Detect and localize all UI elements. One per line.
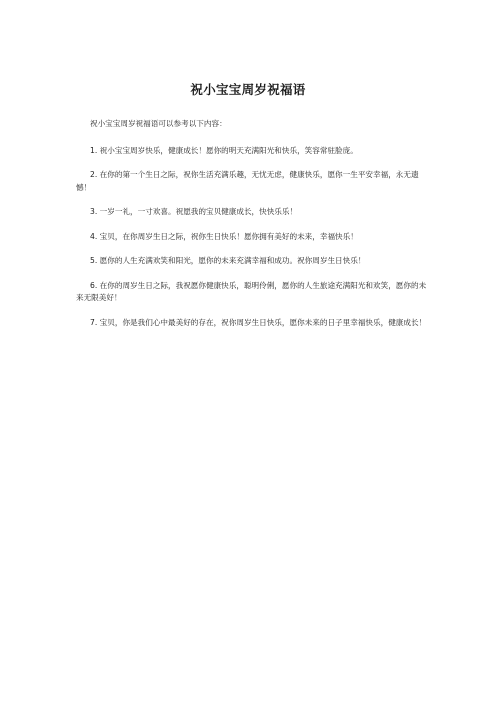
document-title: 祝小宝宝周岁祝福语 (190, 82, 306, 97)
wish-item-6: 6. 在你的周岁生日之际，我祝愿你健康快乐，聪明伶俐，愿你的人生旅途充满阳光和欢笑，愿你的未来无限美好！ (76, 280, 427, 302)
document-body (76, 118, 428, 341)
wish-item-3: 3. 一岁一礼，一寸欢喜。祝愿我的宝贝健康成长，快快乐乐！ (90, 207, 298, 216)
wish-item-7: 7. 宝贝，你是我们心中最美好的存在，祝你周岁生日快乐，愿你未来的日子里幸福快乐，健康成长！ (90, 317, 427, 327)
wish-item-4: 4. 宝贝，在你周岁生日之际，祝你生日快乐！愿你拥有美好的未来，幸福快乐！ (90, 231, 358, 241)
intro-paragraph: 祝小宝宝周岁祝福语可以参考以下内容： (90, 119, 227, 128)
wish-item-2: 2. 在你的第一个生日之际，祝你生活充满乐趣，无忧无虑，健康快乐，愿你一生平安幸福，永无遗憾！ (76, 170, 419, 192)
wish-item-5: 5. 愿你的人生充满欢笑和阳光，愿你的未来充满幸福和成功。祝你周岁生日快乐！ (90, 256, 366, 265)
wish-item-1: 1. 祝小宝宝周岁快乐，健康成长！愿你的明天充满阳光和快乐，笑容常驻脸庞。 (90, 145, 358, 155)
